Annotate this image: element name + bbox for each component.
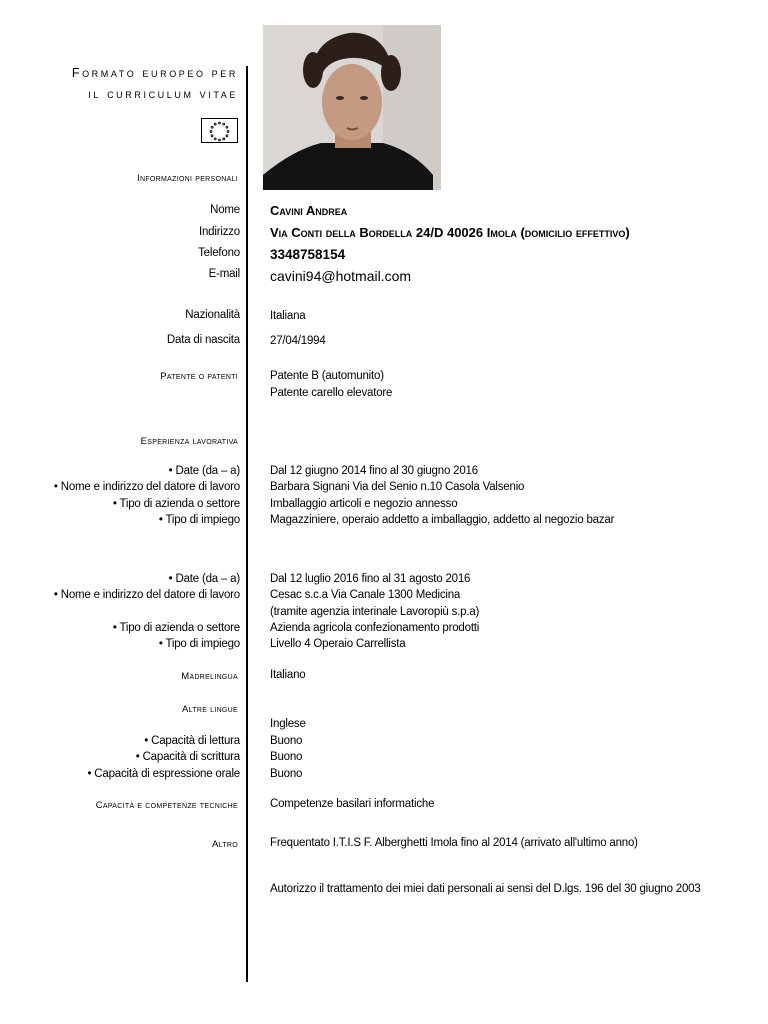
nationality-label: Nazionalità [185,309,240,321]
license-line1: Patente B (automunito) [270,370,384,382]
writing-value: Buono [270,751,303,763]
email-value: cavini94@hotmail.com [270,268,412,284]
profile-photo [263,25,441,190]
speaking-value: Buono [270,768,303,780]
job2-employer-label: • Nome e indirizzo del datore di lavoro [53,589,240,601]
job2-role: Livello 4 Operaio Carrellista [270,638,406,650]
address-label: Indirizzo [198,226,240,238]
phone-label: Telefono [198,247,240,259]
job2-type-label: • Tipo di azienda o settore [112,622,240,634]
cv-title-line1: Formato europeo per [71,66,238,80]
section-license: Patente o patenti [160,371,238,382]
birth-date-label: Data di nascita [166,334,240,346]
license-line2: Patente carello elevatore [270,387,393,399]
writing-label: • Capacità di scrittura [135,751,240,763]
other-line2: Autorizzo il trattamento dei miei dati personali ai sensi del D.lgs. 196 del 30 giugno 2003 [270,883,701,895]
phone-value: 3348758154 [270,247,346,262]
technical-skills-value: Competenze basilari informatiche [270,798,435,810]
birth-date-value: 27/04/1994 [270,335,326,347]
reading-value: Buono [270,735,303,747]
column-divider [246,66,248,982]
job2-type: Azienda agricola confezionamento prodotti [270,622,480,634]
section-technical-skills: Capacità e competenze tecniche [95,800,238,811]
job1-role: Magazziniere, operaio addetto a imballaggio, addetto al negozio bazar [270,514,615,526]
section-mother-tongue: Madrelingua [181,671,238,682]
job1-date: Dal 12 giugno 2014 fino al 30 giugno 2016 [270,465,478,477]
section-other: Altro [212,839,238,850]
job1-role-label: • Tipo di impiego [158,514,240,526]
job2-role-label: • Tipo di impiego [158,638,240,650]
job1-type: Imballaggio articoli e negozio annesso [270,498,458,510]
section-experience: Esperienza lavorativa [140,436,238,447]
reading-label: • Capacità di lettura [144,735,240,747]
speaking-label: • Capacità di espressione orale [87,768,240,780]
mother-tongue-value: Italiano [270,669,306,681]
name-label: Nome [210,204,240,216]
section-personal-info: Informazioni personali [137,173,238,184]
section-other-languages: Altre lingue [181,704,238,715]
job2-employer: Cesac s.c.a Via Canale 1300 Medicina [270,589,461,601]
address-value: Via Conti della Bordella 24/D 40026 Imola (domicilio effettivo) [270,225,630,240]
job2-date: Dal 12 luglio 2016 fino al 31 agosto 2016 [270,573,471,585]
job1-date-label: • Date (da – a) [168,465,240,477]
nationality-value: Italiana [270,310,306,322]
job1-employer: Barbara Signani Via del Senio n.10 Casola Valsenio [270,481,525,493]
other-language-value: Inglese [270,718,306,730]
eu-flag-icon [201,118,238,143]
job1-type-label: • Tipo di azienda o settore [112,498,240,510]
job2-employer-extra: (tramite agenzia interinale Lavoropiù s.p.a) [270,606,480,618]
job2-date-label: • Date (da – a) [168,573,240,585]
job1-employer-label: • Nome e indirizzo del datore di lavoro [53,481,240,493]
email-label: E-mail [208,268,240,280]
cv-title-line2: il curriculum vitae [88,87,238,101]
other-line1: Frequentato I.T.I.S F. Alberghetti Imola fino al 2014 (arrivato all'ultimo anno) [270,837,638,849]
name-value: Cavini Andrea [270,203,348,218]
